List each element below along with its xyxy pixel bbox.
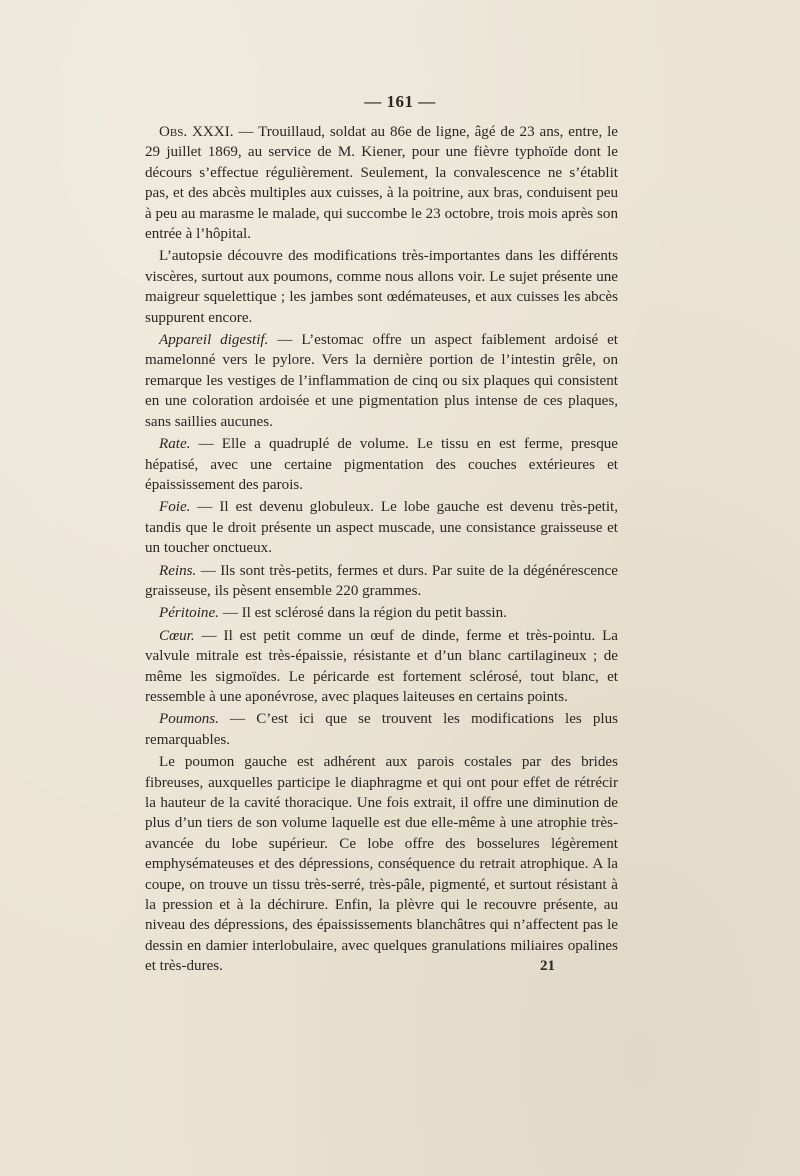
paragraph-lead: Appareil digestif.	[159, 332, 269, 349]
paragraph-autopsie	[145, 246, 618, 328]
paragraph-text: — L’estomac offre un aspect faiblement ardoisé et mamelonné vers le pylore. Vers la dernière portion de l’intestin grêle, on remarque les vestiges de l’inflammation de cinq ou six plaques qui consistent en une coloration ardoisée et une pigmentation plus intense de ces plaques, sans saillies aucunes.	[145, 332, 618, 430]
signature-mark: 21	[540, 958, 555, 974]
paragraph-lead: Cœur.	[159, 627, 195, 644]
paragraph-poumon-gauche	[145, 752, 618, 976]
paragraph-poumons	[145, 709, 618, 750]
paragraph-appareil-digestif	[145, 330, 618, 432]
paragraph-text: — Il est devenu globuleux. Le lobe gauche est devenu très-petit, tandis que le droit présente un aspect muscade, une consistance graisseuse et un toucher onctueux.	[145, 499, 618, 557]
paragraph-lead: Poumons.	[159, 711, 219, 728]
paragraph-rate	[145, 434, 618, 495]
paragraph-text: — Il est sclérosé dans la région du petit bassin.	[218, 605, 507, 622]
body-text	[145, 122, 618, 979]
paragraph-text: — Trouillaud, soldat au 86e de ligne, âgé de 23 ans, entre, le 29 juillet 1869, au service de M. Kiener, pour une fièvre typhoïde dont le décours s’effectue régulièrement. Seulement, la convalescence ne s’établit pas, et des abcès multiples aux cuisses, à la poitrine, aux bras, conduisent peu à peu au marasme le malade, qui succombe le 23 octobre, trois mois après son entrée à l’hôpital.	[145, 124, 619, 243]
paragraph-coeur	[145, 626, 618, 708]
paragraph-foie	[145, 497, 618, 558]
paragraph-text: L’autopsie découvre des modifications très-importantes dans les différents viscères, surtout aux poumons, comme nous allons voir. Le sujet présente une maigreur squelettique ; les jambes sont œdémateuses, et aux cuisses les abcès suppurent encore.	[145, 248, 618, 326]
paragraph-lead: Péritoine.	[159, 605, 219, 622]
paragraph-text: — C’est ici que se trouvent les modifications les plus remarquables.	[145, 711, 618, 748]
paragraph-reins	[145, 561, 618, 602]
paragraph-peritoine	[145, 603, 618, 623]
paragraph-text: — Ils sont très-petits, fermes et durs. Par suite de la dégénérescence graisseuse, ils pèsent ensemble 220 grammes.	[145, 562, 618, 599]
page-number: — 161 —	[364, 92, 436, 111]
paragraph-lead: Obs. XXXI.	[159, 124, 234, 140]
paragraph-text: — Il est petit comme un œuf de dinde, ferme et très-pointu. La valvule mitrale est très-épaissie, résistante et d’un blanc cartilagineux ; de même les sigmoïdes. Le péricarde est fortement sclérosé, tout blanc, et ressemble à une aponévrose, avec plaques laiteuses en certains points.	[145, 627, 618, 705]
paragraph-text: Le poumon gauche est adhérent aux parois costales par des brides fibreuses, auxquelles participe le diaphragme et qui ont pour effet de rétrécir la hauteur de la cavité thoracique. Une fois extrait, il offre une diminution de plus d’un tiers de son volume laquelle est due elle-même à une atrophie très-avancée du lobe supérieur. Ce lobe offre des bosselures légèrement emphysémateuses et des dépressions, conséquence du retrait atrophique. A la coupe, on trouve un tissu très-serré, très-pâle, pigmenté, et surtout résistant à la pression et à la déchirure. Enfin, la plèvre qui le recouvre présente, au niveau des dépressions, des épaississements blanchâtres qui n’affectent pas le dessin en damier interlobulaire, avec quelques granulations miliaires opalines et très-dures.	[145, 754, 618, 975]
paragraph-lead: Rate.	[159, 436, 191, 453]
paragraph-lead: Foie.	[159, 499, 191, 516]
paragraph-obs	[145, 122, 618, 244]
paragraph-text: — Elle a quadruplé de volume. Le tissu en est ferme, presque hépatisé, avec une certaine pigmentation des couches extérieures et épaississement des parois.	[145, 436, 618, 493]
paragraph-lead: Reins.	[159, 562, 197, 579]
